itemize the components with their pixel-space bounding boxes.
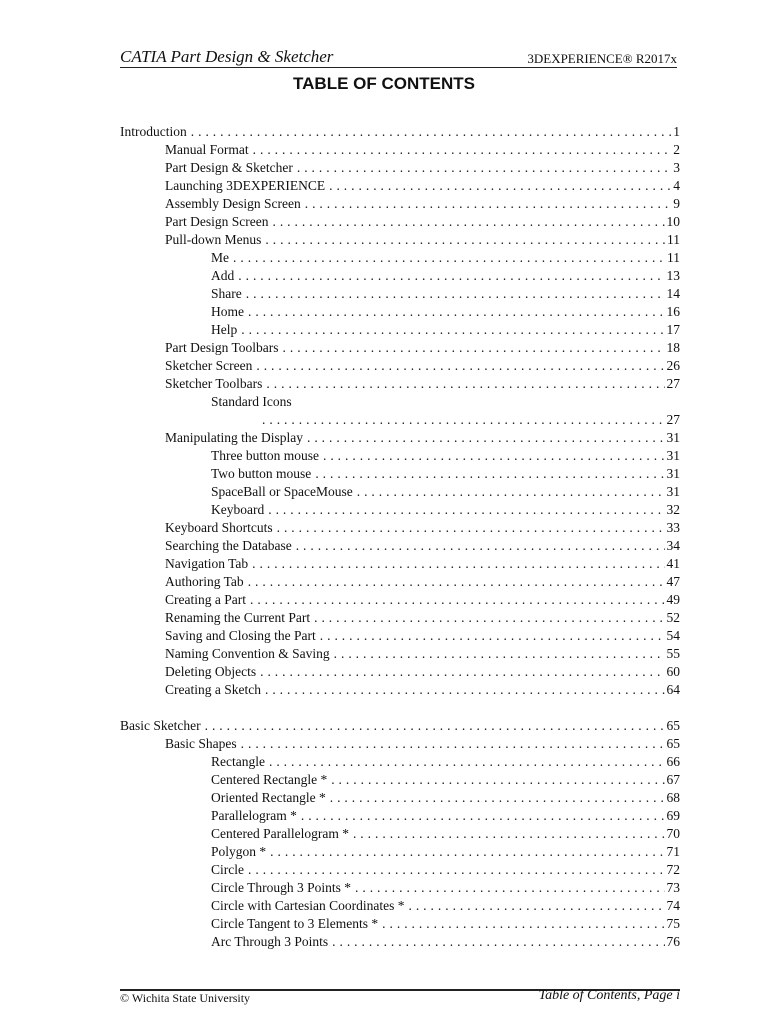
toc-entry[interactable] — [120, 213, 680, 231]
toc-entry-label: Keyboard — [211, 502, 265, 517]
toc-entry[interactable] — [120, 465, 680, 483]
toc-dot-leader — [272, 213, 664, 231]
toc-entry[interactable] — [120, 663, 680, 681]
toc-dot-leader — [269, 753, 665, 771]
toc-entry-label: Part Design Screen — [165, 214, 269, 229]
toc-entry-page: 16 — [666, 304, 680, 319]
toc-entry[interactable] — [120, 411, 680, 429]
toc-entry[interactable] — [120, 861, 680, 879]
toc-dot-leader — [332, 933, 664, 951]
toc-dot-leader — [265, 231, 665, 249]
toc-dot-leader — [315, 465, 664, 483]
toc-dot-leader — [408, 897, 664, 915]
toc-dot-leader — [191, 123, 672, 141]
toc-dot-leader — [241, 735, 665, 753]
toc-entry[interactable] — [120, 483, 680, 501]
toc-entry-page: 3 — [673, 160, 680, 175]
toc-entry-page: 27 — [666, 376, 680, 391]
toc-dot-leader — [246, 285, 665, 303]
toc-dot-leader — [334, 645, 665, 663]
footer-page-label: Table of Contents, Page i — [538, 988, 680, 1003]
toc-entry-page: 11 — [667, 232, 680, 247]
toc-entry[interactable] — [120, 123, 680, 141]
toc-entry-label: Deleting Objects — [165, 664, 257, 679]
toc-dot-leader — [241, 321, 664, 339]
toc-dot-leader — [277, 519, 665, 537]
toc-entry-page: 31 — [666, 448, 680, 463]
toc-entry[interactable] — [120, 789, 680, 807]
toc-entry-page: 4 — [673, 178, 680, 193]
toc-entry-page: 9 — [673, 196, 680, 211]
toc-entry-label: Rectangle — [211, 754, 265, 769]
toc-entry-label: Polygon * — [211, 844, 267, 859]
toc-entry-label: Introduction — [120, 124, 187, 139]
toc-entry-label: Circle Through 3 Points * — [211, 880, 351, 895]
toc-entry-page: 14 — [666, 286, 680, 301]
toc-dot-leader — [357, 483, 665, 501]
toc-entry-label: Home — [211, 304, 244, 319]
toc-entry-page: 74 — [666, 898, 680, 913]
toc-entry-label: Basic Sketcher — [120, 718, 201, 733]
toc-entry[interactable] — [120, 591, 680, 609]
toc-entry-label: Searching the Database — [165, 538, 292, 553]
toc-entry[interactable] — [120, 141, 680, 159]
toc-entry-page: 31 — [666, 484, 680, 499]
toc-entry-page: 31 — [666, 430, 680, 445]
section-gap — [120, 699, 680, 717]
toc-dot-leader — [305, 195, 672, 213]
toc-entry-page: 54 — [666, 628, 680, 643]
toc-entry[interactable] — [120, 933, 680, 951]
toc-entry-page: 32 — [666, 502, 680, 517]
toc-entry-label: Creating a Sketch — [165, 682, 261, 697]
header-rule — [120, 67, 677, 68]
toc-dot-leader — [256, 357, 664, 375]
toc-dot-leader — [248, 573, 665, 591]
toc-entry[interactable] — [120, 753, 680, 771]
toc-entry[interactable] — [120, 609, 680, 627]
toc-dot-leader — [260, 663, 664, 681]
toc-entry[interactable] — [120, 267, 680, 285]
toc-entry-label: Saving and Closing the Part — [165, 628, 316, 643]
toc-entry[interactable] — [120, 915, 680, 933]
toc-entry[interactable] — [120, 897, 680, 915]
toc-entry-label: Pull-down Menus — [165, 232, 262, 247]
toc-entry-label: Authoring Tab — [165, 574, 244, 589]
toc-dot-leader — [283, 339, 665, 357]
toc-entry-label: Oriented Rectangle * — [211, 790, 326, 805]
toc-entry-label: Keyboard Shortcuts — [165, 520, 273, 535]
toc-dot-leader — [329, 177, 671, 195]
toc-entry-label: Part Design Toolbars — [165, 340, 279, 355]
toc-entry-label: Arc Through 3 Points — [211, 934, 329, 949]
toc-entry[interactable] — [120, 375, 680, 393]
toc-entry-label: Standard Icons — [211, 394, 292, 409]
toc-entry[interactable] — [120, 825, 680, 843]
toc-entry-page: 1 — [673, 124, 680, 139]
toc-dot-leader — [266, 375, 664, 393]
toc-entry-page: 13 — [666, 268, 680, 283]
toc-dot-leader — [297, 159, 671, 177]
toc-entry[interactable] — [120, 393, 680, 411]
toc-entry-page: 55 — [666, 646, 680, 661]
toc-entry-page: 31 — [666, 466, 680, 481]
toc-entry[interactable] — [120, 249, 680, 267]
toc-entry-page: 64 — [666, 682, 680, 697]
toc-entry-label: Share — [211, 286, 242, 301]
toc-entry-page: 75 — [666, 916, 680, 931]
toc-entry[interactable] — [120, 717, 680, 735]
toc-entry-page: 52 — [666, 610, 680, 625]
toc-dot-leader — [248, 303, 665, 321]
toc-entry-page: 73 — [666, 880, 680, 895]
toc-entry-label: Naming Convention & Saving — [165, 646, 330, 661]
toc-dot-leader — [253, 141, 672, 159]
toc-entry[interactable] — [120, 321, 680, 339]
toc-entry[interactable] — [120, 645, 680, 663]
toc-entry[interactable] — [120, 501, 680, 519]
toc-entry-page: 41 — [666, 556, 680, 571]
toc-entry-page: 2 — [673, 142, 680, 157]
toc-entry-page: 60 — [666, 664, 680, 679]
toc-entry-page: 47 — [666, 574, 680, 589]
toc-entry-label: Centered Parallelogram * — [211, 826, 349, 841]
toc-dot-leader — [307, 429, 665, 447]
toc-dot-leader — [301, 807, 665, 825]
toc-entry-label: Basic Shapes — [165, 736, 237, 751]
table-of-contents — [120, 123, 680, 951]
toc-entry-page: 27 — [666, 412, 680, 427]
toc-entry-page: 65 — [666, 718, 680, 733]
toc-entry-page: 26 — [666, 358, 680, 373]
toc-entry[interactable] — [120, 681, 680, 699]
toc-entry-page: 71 — [666, 844, 680, 859]
toc-entry[interactable] — [120, 879, 680, 897]
toc-entry-page: 33 — [666, 520, 680, 535]
toc-dot-leader — [262, 411, 665, 429]
toc-entry-page: 76 — [666, 934, 680, 949]
toc-entry-label: Centered Rectangle * — [211, 772, 328, 787]
toc-dot-leader — [250, 591, 665, 609]
toc-entry-label: Help — [211, 322, 238, 337]
toc-entry[interactable] — [120, 555, 680, 573]
toc-entry[interactable] — [120, 735, 680, 753]
footer-copyright: © Wichita State University — [120, 991, 251, 1005]
toc-dot-leader — [330, 789, 665, 807]
page-title: TABLE OF CONTENTS — [293, 74, 475, 93]
toc-entry-label: Part Design & Sketcher — [165, 160, 293, 175]
toc-dot-leader — [270, 843, 664, 861]
toc-entry-label: Three button mouse — [211, 448, 319, 463]
toc-entry-label: Assembly Design Screen — [165, 196, 301, 211]
toc-entry-label: Circle Tangent to 3 Elements * — [211, 916, 379, 931]
toc-dot-leader — [252, 555, 664, 573]
toc-entry[interactable] — [120, 339, 680, 357]
toc-entry-page: 66 — [666, 754, 680, 769]
toc-entry[interactable] — [120, 429, 680, 447]
header-title: CATIA Part Design & Sketcher — [120, 47, 334, 66]
toc-entry-page: 34 — [666, 538, 680, 553]
toc-entry[interactable] — [120, 285, 680, 303]
toc-entry[interactable] — [120, 537, 680, 555]
toc-entry[interactable] — [120, 843, 680, 861]
toc-entry-page: 72 — [666, 862, 680, 877]
toc-entry-label: SpaceBall or SpaceMouse — [211, 484, 353, 499]
toc-entry-page: 18 — [666, 340, 680, 355]
toc-entry[interactable] — [120, 303, 680, 321]
toc-entry[interactable] — [120, 177, 680, 195]
toc-entry-page: 17 — [666, 322, 680, 337]
toc-dot-leader — [248, 861, 665, 879]
toc-dot-leader — [331, 771, 664, 789]
toc-entry-label: Add — [211, 268, 235, 283]
toc-entry-label: Me — [211, 250, 229, 265]
toc-entry-page: 67 — [666, 772, 680, 787]
toc-entry[interactable] — [120, 807, 680, 825]
toc-entry-label: Circle with Cartesian Coordinates * — [211, 898, 405, 913]
toc-entry[interactable] — [120, 159, 680, 177]
toc-dot-leader — [323, 447, 665, 465]
toc-entry-label: Navigation Tab — [165, 556, 249, 571]
toc-entry-label: Parallelogram * — [211, 808, 297, 823]
toc-dot-leader — [296, 537, 665, 555]
toc-entry[interactable] — [120, 447, 680, 465]
toc-entry-page: 11 — [667, 250, 680, 265]
toc-dot-leader — [205, 717, 665, 735]
toc-dot-leader — [355, 879, 665, 897]
toc-dot-leader — [353, 825, 665, 843]
toc-entry-page: 69 — [666, 808, 680, 823]
toc-entry-page: 68 — [666, 790, 680, 805]
toc-entry[interactable] — [120, 195, 680, 213]
toc-entry-label: Renaming the Current Part — [165, 610, 311, 625]
header-version: 3DEXPERIENCE® R2017x — [527, 51, 677, 66]
toc-entry-label: Sketcher Toolbars — [165, 376, 263, 391]
toc-entry-page: 65 — [666, 736, 680, 751]
toc-entry-label: Sketcher Screen — [165, 358, 253, 373]
toc-entry-label: Circle — [211, 862, 244, 877]
toc-entry-page: 10 — [666, 214, 680, 229]
toc-entry[interactable] — [120, 627, 680, 645]
toc-entry-label: Creating a Part — [165, 592, 246, 607]
toc-entry[interactable] — [120, 357, 680, 375]
toc-dot-leader — [238, 267, 664, 285]
toc-entry-label: Launching 3DEXPERIENCE — [165, 178, 326, 193]
toc-dot-leader — [382, 915, 664, 933]
toc-entry[interactable] — [120, 231, 680, 249]
toc-entry-label: Manipulating the Display — [165, 430, 303, 445]
toc-dot-leader — [320, 627, 665, 645]
toc-entry-page: 49 — [666, 592, 680, 607]
toc-entry[interactable] — [120, 519, 680, 537]
toc-entry[interactable] — [120, 771, 680, 789]
toc-entry-label: Manual Format — [165, 142, 249, 157]
toc-dot-leader — [314, 609, 664, 627]
toc-entry[interactable] — [120, 573, 680, 591]
toc-entry-label: Two button mouse — [211, 466, 312, 481]
toc-entry-page: 70 — [666, 826, 680, 841]
toc-dot-leader — [265, 681, 665, 699]
toc-dot-leader — [268, 501, 664, 519]
toc-dot-leader — [233, 249, 665, 267]
